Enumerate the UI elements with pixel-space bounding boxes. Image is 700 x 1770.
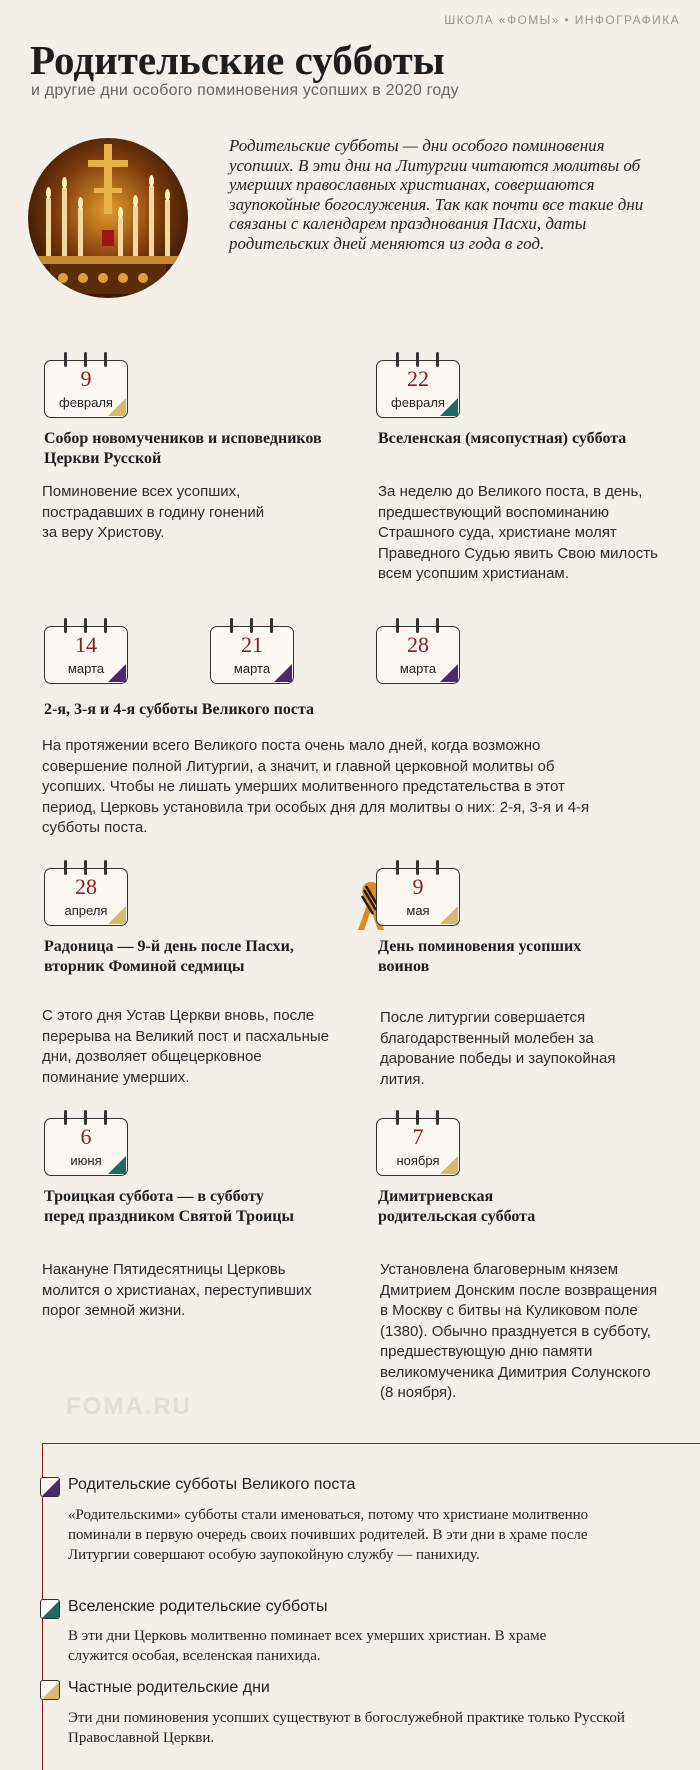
- candles-photo: [28, 138, 188, 298]
- day-text: С этого дня Устав Церкви вновь, после перерыва на Великий пост и пасхальные дни, дозволяет общецерковное поминание умерших.: [42, 1007, 330, 1086]
- calendar-icon: [44, 352, 128, 418]
- gold-fold-icon: [40, 1680, 60, 1700]
- calendar-icon: [44, 1110, 128, 1176]
- day-title: Вселенская (мясопустная) суббота: [378, 430, 627, 447]
- day-text: Накануне Пятидесятницы Церковь молится о христианах, переступивших порог земной жизни.: [42, 1261, 312, 1319]
- calendar-icon: [44, 618, 128, 684]
- calendar-day: 14: [75, 632, 97, 657]
- calendar-icon: [44, 860, 128, 926]
- day-text: Поминовение всех усопших, пострадавших в годину гонений за веру Христову.: [42, 483, 265, 541]
- legend-title: Частные родительские дни: [68, 1679, 270, 1696]
- day-text: Установлена благоверным князем Дмитрием Донским после возвращения в Москву с битвы на Куликовом поле (1380). Обычно празднуется в субботу, предшествующую дню памяти великомученика Димитрия Солунского (8 ноября).: [380, 1261, 658, 1401]
- page-subtitle: и другие дни особого поминовения усопших в 2020 году: [31, 82, 459, 99]
- day-title: Собор новомучеников и исповедников Церкви Русской: [44, 430, 322, 467]
- legend-text: «Родительскими» субботы стали именоваться, потому что христиане молитвенно поминали в первую очередь своих почивших родителей. В эти дни в храме после Литургии совершают особую заупокойную службу — панихиду.: [68, 1507, 589, 1563]
- lent-text: На протяжении всего Великого поста очень мало дней, когда возможно совершение полной Литургии, а значит, и главной церковной молитвы об усопших. Чтобы не лишать умерших молитвенного предстательства в этот период, Церковь установила три особых дня для молитвы о них: 2-я, 3-я и 4-я субботы поста.: [42, 737, 590, 836]
- brand-label: ШКОЛА «ФОМЫ» • ИНФОГРАФИКА: [444, 13, 680, 27]
- calendar-month: апреля: [64, 903, 108, 918]
- calendar-day: 28: [407, 632, 429, 657]
- calendar-month: марта: [399, 661, 437, 676]
- calendar-day: 28: [75, 874, 97, 899]
- calendar-day: 9: [412, 874, 424, 899]
- calendar-month: марта: [67, 661, 105, 676]
- calendar-month: июня: [70, 1153, 102, 1168]
- day-title: День поминовения усопших воинов: [378, 938, 582, 975]
- day-title: Радоница — 9-й день после Пасхи, вторник Фоминой седмицы: [44, 938, 294, 975]
- calendar-icon: [376, 1110, 460, 1176]
- legend-title: Вселенские родительские субботы: [68, 1598, 328, 1615]
- watermark: FOMA.RU: [66, 1393, 192, 1420]
- calendar-day: 6: [80, 1124, 92, 1149]
- calendar-month: ноября: [396, 1153, 440, 1168]
- teal-fold-icon: [40, 1599, 60, 1619]
- page-title: Родительские субботы: [30, 37, 445, 83]
- calendar-month: марта: [233, 661, 271, 676]
- legend-text: В эти дни Церковь молитвенно поминает всех умерших христиан. В храме служится особая, вселенская панихида.: [68, 1628, 547, 1664]
- day-title: Димитриевская родительская суббота: [378, 1188, 536, 1225]
- calendar-day: 9: [80, 366, 92, 391]
- calendar-day: 22: [407, 366, 429, 391]
- calendar-icon: [376, 860, 460, 926]
- calendar-month: февраля: [391, 395, 445, 410]
- day-text: За неделю до Великого поста, в день, предшествующий воспоминанию Страшного суда, христиане молят Праведного Судью явить Свою милость всем усопшим христианам.: [378, 483, 658, 582]
- legend-title: Родительские субботы Великого поста: [68, 1476, 356, 1493]
- day-title: Троицкая суббота — в субботу перед праздником Святой Троицы: [44, 1188, 294, 1225]
- calendar-month: февраля: [59, 395, 113, 410]
- calendar-day: 21: [241, 632, 263, 657]
- day-text: После литургии совершается благодарственный молебен за дарование победы и заупокойная лития.: [380, 1009, 616, 1088]
- calendar-icon: [376, 618, 460, 684]
- purple-fold-icon: [40, 1477, 60, 1497]
- calendar-day: 7: [412, 1124, 424, 1149]
- calendar-month: мая: [406, 903, 430, 918]
- legend-text: Эти дни поминовения усопших существуют в богослужебной практике только Русской Православной Церкви.: [68, 1710, 625, 1746]
- calendar-icon: [376, 352, 460, 418]
- intro-text: Родительские субботы — дни особого поминовения усопших. В эти дни на Литургии читаются молитвы об умерших православных христианах, совершаются заупокойные богослужения. Так как почти все такие дни связаны с календарем празднования Пасхи, даты родительских дней меняются из года в год.: [229, 136, 644, 253]
- lent-title: 2-я, 3-я и 4-я субботы Великого поста: [44, 701, 314, 718]
- calendar-icon: [210, 618, 294, 684]
